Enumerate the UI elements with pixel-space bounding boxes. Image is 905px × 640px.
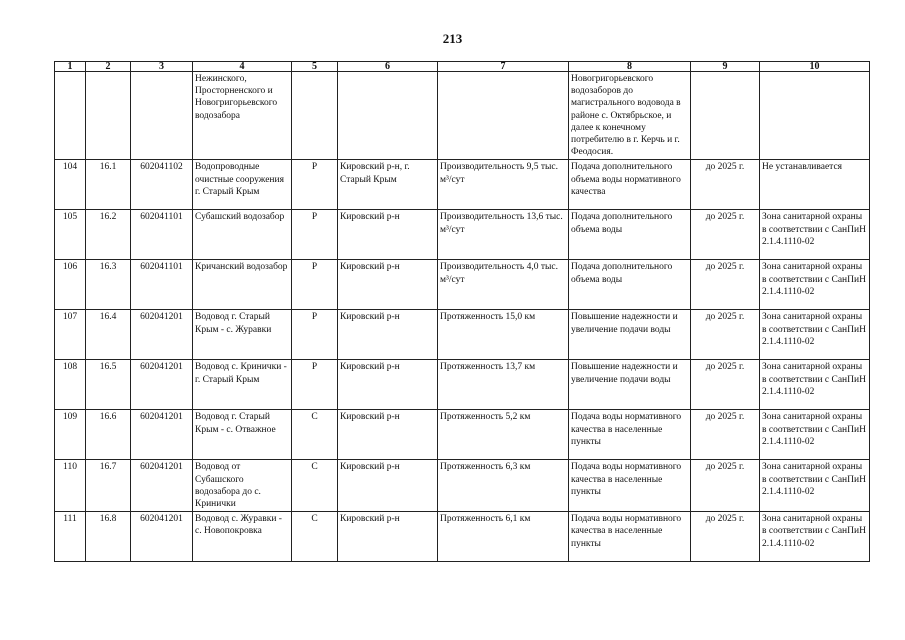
cell-id: 602041201 xyxy=(131,310,193,360)
cell-characteristics: Производительность 13,6 тыс. м³/сут xyxy=(438,210,569,260)
cell-object-name: Водовод г. Старый Крым - с. Отважное xyxy=(193,410,292,460)
cell-characteristics: Протяженность 6,3 км xyxy=(438,460,569,512)
cell-id: 602041201 xyxy=(131,360,193,410)
cell-id: 602041101 xyxy=(131,210,193,260)
cell-status: Р xyxy=(292,260,338,310)
cell-zone: Зона санитарной охраны в соответствии с СанПиН 2.1.4.1110-02 xyxy=(760,310,870,360)
cell-zone: Зона санитарной охраны в соответствии с СанПиН 2.1.4.1110-02 xyxy=(760,360,870,410)
cell-object-name: Водовод от Субашского водозабора до с. Кринички xyxy=(193,460,292,512)
cell-number: 104 xyxy=(55,160,86,210)
cell-purpose: Новогригорьевского водозаборов до магистрального водовода в районе с. Октябрьское, и далее к конечному потребителю в г. Керчь и г. Феодосия. xyxy=(569,72,691,160)
cell-characteristics: Протяженность 13,7 км xyxy=(438,360,569,410)
cell-object-name: Кричанский водозабор xyxy=(193,260,292,310)
cell-purpose: Подача дополнительного объема воды xyxy=(569,260,691,310)
cell-code: 16.5 xyxy=(86,360,131,410)
cell-purpose: Подача дополнительного объема воды нормативного качества xyxy=(569,160,691,210)
cell-status: Р xyxy=(292,210,338,260)
cell-purpose: Подача воды нормативного качества в населенные пункты xyxy=(569,460,691,512)
cell-deadline: до 2025 г. xyxy=(691,160,760,210)
cell-location xyxy=(338,72,438,160)
table-row xyxy=(55,260,870,310)
column-header: 9 xyxy=(691,62,760,72)
cell-id: 602041201 xyxy=(131,410,193,460)
cell-zone: Зона санитарной охраны в соответствии с СанПиН 2.1.4.1110-02 xyxy=(760,512,870,562)
cell-number xyxy=(55,72,86,160)
cell-characteristics: Протяженность 15,0 км xyxy=(438,310,569,360)
cell-purpose: Подача воды нормативного качества в населенные пункты xyxy=(569,410,691,460)
column-header: 4 xyxy=(193,62,292,72)
cell-code: 16.7 xyxy=(86,460,131,512)
cell-object-name: Водовод с. Журавки - с. Новопокровка xyxy=(193,512,292,562)
cell-deadline: до 2025 г. xyxy=(691,260,760,310)
table-row xyxy=(55,310,870,360)
cell-status: Р xyxy=(292,160,338,210)
cell-status: С xyxy=(292,410,338,460)
cell-code: 16.3 xyxy=(86,260,131,310)
cell-object-name: Водовод г. Старый Крым - с. Журавки xyxy=(193,310,292,360)
cell-status: С xyxy=(292,460,338,512)
cell-characteristics: Протяженность 5,2 км xyxy=(438,410,569,460)
cell-purpose: Подача воды нормативного качества в населенные пункты xyxy=(569,512,691,562)
table-row-continuation xyxy=(55,72,870,160)
cell-characteristics: Производительность 9,5 тыс. м³/сут xyxy=(438,160,569,210)
cell-object-name: Субашский водозабор xyxy=(193,210,292,260)
table-row xyxy=(55,360,870,410)
cell-status xyxy=(292,72,338,160)
cell-location: Кировский р-н xyxy=(338,410,438,460)
cell-characteristics xyxy=(438,72,569,160)
cell-number: 105 xyxy=(55,210,86,260)
cell-deadline: до 2025 г. xyxy=(691,360,760,410)
cell-location: Кировский р-н xyxy=(338,210,438,260)
cell-purpose: Повышение надежности и увеличение подачи воды xyxy=(569,310,691,360)
cell-object-name: Водовод с. Кринички - г. Старый Крым xyxy=(193,360,292,410)
cell-code: 16.6 xyxy=(86,410,131,460)
cell-code: 16.8 xyxy=(86,512,131,562)
cell-code xyxy=(86,72,131,160)
column-header: 2 xyxy=(86,62,131,72)
cell-zone: Зона санитарной охраны в соответствии с СанПиН 2.1.4.1110-02 xyxy=(760,460,870,512)
table-row xyxy=(55,410,870,460)
table-header-row xyxy=(55,62,870,72)
column-header: 5 xyxy=(292,62,338,72)
column-header: 1 xyxy=(55,62,86,72)
cell-number: 110 xyxy=(55,460,86,512)
column-header: 10 xyxy=(760,62,870,72)
column-header: 7 xyxy=(438,62,569,72)
cell-number: 111 xyxy=(55,512,86,562)
cell-id: 602041201 xyxy=(131,512,193,562)
cell-deadline: до 2025 г. xyxy=(691,410,760,460)
table-row xyxy=(55,512,870,562)
cell-number: 109 xyxy=(55,410,86,460)
cell-number: 106 xyxy=(55,260,86,310)
cell-deadline: до 2025 г. xyxy=(691,512,760,562)
cell-code: 16.4 xyxy=(86,310,131,360)
table-row xyxy=(55,210,870,260)
cell-characteristics: Протяженность 6,1 км xyxy=(438,512,569,562)
table-row xyxy=(55,160,870,210)
cell-id: 602041201 xyxy=(131,460,193,512)
cell-object-name: Нежинского, Просторненского и Новогригорьевского водозабора xyxy=(193,72,292,160)
cell-id: 602041102 xyxy=(131,160,193,210)
cell-status: Р xyxy=(292,360,338,410)
column-header: 6 xyxy=(338,62,438,72)
cell-deadline: до 2025 г. xyxy=(691,310,760,360)
cell-purpose: Подача дополнительного объема воды xyxy=(569,210,691,260)
page-number: 213 xyxy=(442,31,463,46)
cell-deadline xyxy=(691,72,760,160)
cell-purpose: Повышение надежности и увеличение подачи воды xyxy=(569,360,691,410)
cell-location: Кировский р-н xyxy=(338,460,438,512)
cell-id xyxy=(131,72,193,160)
cell-code: 16.1 xyxy=(86,160,131,210)
cell-number: 107 xyxy=(55,310,86,360)
cell-code: 16.2 xyxy=(86,210,131,260)
objects-table xyxy=(54,61,870,562)
cell-location: Кировский р-н xyxy=(338,310,438,360)
cell-location: Кировский р-н xyxy=(338,360,438,410)
cell-zone: Зона санитарной охраны в соответствии с СанПиН 2.1.4.1110-02 xyxy=(760,210,870,260)
cell-characteristics: Производительность 4,0 тыс. м³/сут xyxy=(438,260,569,310)
cell-status: Р xyxy=(292,310,338,360)
cell-location: Кировский р-н, г. Старый Крым xyxy=(338,160,438,210)
table-row xyxy=(55,460,870,512)
cell-id: 602041101 xyxy=(131,260,193,310)
cell-zone: Зона санитарной охраны в соответствии с СанПиН 2.1.4.1110-02 xyxy=(760,260,870,310)
cell-status: С xyxy=(292,512,338,562)
cell-zone xyxy=(760,72,870,160)
cell-object-name: Водопроводные очистные сооружения г. Старый Крым xyxy=(193,160,292,210)
cell-location: Кировский р-н xyxy=(338,260,438,310)
cell-deadline: до 2025 г. xyxy=(691,460,760,512)
column-header: 3 xyxy=(131,62,193,72)
cell-deadline: до 2025 г. xyxy=(691,210,760,260)
column-header: 8 xyxy=(569,62,691,72)
cell-zone: Не устанавливается xyxy=(760,160,870,210)
cell-zone: Зона санитарной охраны в соответствии с СанПиН 2.1.4.1110-02 xyxy=(760,410,870,460)
cell-number: 108 xyxy=(55,360,86,410)
cell-location: Кировский р-н xyxy=(338,512,438,562)
